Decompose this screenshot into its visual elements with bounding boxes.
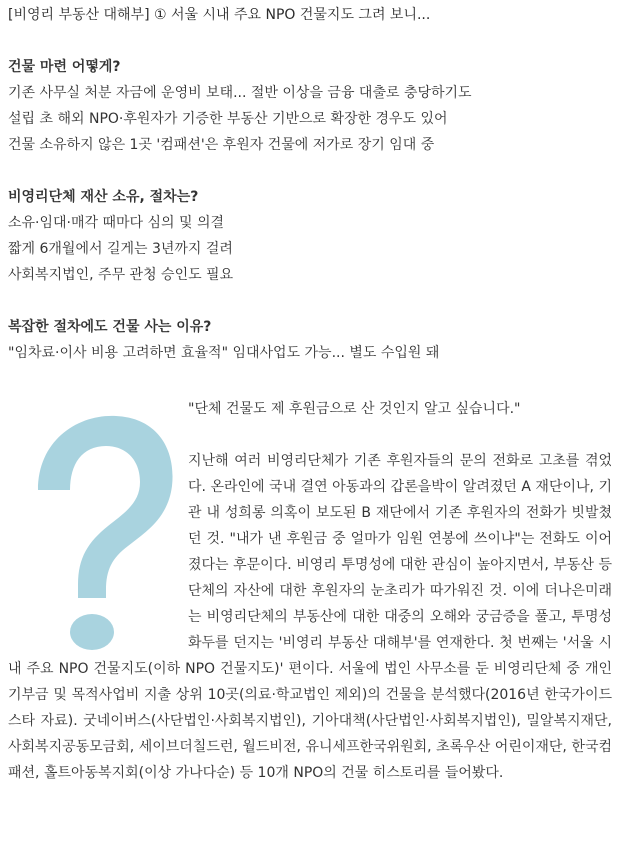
summary-line: "임차료·이사 비용 고려하면 효율적" 임대사업도 가능... 별도 수입원 돼 [8,345,440,361]
summary-line: 건물 소유하지 않은 1곳 '컴패션'은 후원자 건물에 저가로 장기 임대 중 [8,137,435,153]
article-body [8,396,612,786]
summary-block [8,0,636,366]
summary-line: 설립 초 해외 NPO·후원자가 기증한 부동산 기반으로 확장한 경우도 있어 [8,111,448,127]
quote-text: "단체 건물도 제 후원금으로 산 것인지 알고 싶습니다." [188,401,521,417]
section-heading-reason: 복잡한 절차에도 건물 사는 이유? [8,319,212,335]
section-heading-procedure: 비영리단체 재산 소유, 절차는? [8,189,199,205]
section-heading-building: 건물 마련 어떻게? [8,59,121,75]
summary-line: 소유·임대·매각 때마다 심의 및 의결 [8,215,225,231]
summary-line: 짧게 6개월에서 길게는 3년까지 걸려 [8,241,233,257]
summary-line: 기존 사무실 처분 자금에 운영비 보태... 절반 이상을 금융 대출로 충당하기도 [8,85,472,101]
summary-line: 사회복지법인, 주무 관청 승인도 필요 [8,267,234,283]
article-title: [비영리 부동산 대해부] ① 서울 시내 주요 NPO 건물지도 그려 보니... [8,7,431,23]
article-paragraph: 지난해 여러 비영리단체가 기존 후원자들의 문의 전화로 고초를 겪었다. 온라인에 국내 결연 아동과의 갑론을박이 알려졌던 A 재단이나, 기관 내 성희롱 의혹이 보도된 B 재단에서 기존 후원자의 전화가 빗발쳤던 것. "내가 낸 후원금 중 얼마가 임원 연봉에 쓰이냐"는 전화도 이어졌다는 후문이다. 비영리 투명성에 대한 관심이 높아지면서, 부동산 등 단체의 자산에 대한 후원자의 눈초리가 따가워진 것. 이에 더나은미래는 비영리단체의 부동산에 대한 대중의 오해와 궁금증을 풀고, 투명성 화두를 던지는 '비영리 부동산 대해부'를 연재한다. 첫 번째는 '서울 시내 주요 NPO 건물지도(이하 NPO 건물지도)' 편이다. 서울에 법인 사무소를 둔 비영리단체 중 개인 기부금 및 목적사업비 지출 상위 10곳(의료·학교법인 제외)의 건물을 분석했다(2016년 한국가이드스타 자료). 굿네이버스(사단법인·사회복지법인), 기아대책(사단법인·사회복지법인), 밀알복지재단, 사회복지공동모금회, 세이브더칠드런, 월드비전, 유니세프한국위원회, 초록우산 어린이재단, 한국컴패션, 홀트아동복지회(이상 가나다순) 등 10개 NPO의 건물 히스토리를 들어봤다. [8,453,612,781]
question-mark-icon [8,400,178,652]
